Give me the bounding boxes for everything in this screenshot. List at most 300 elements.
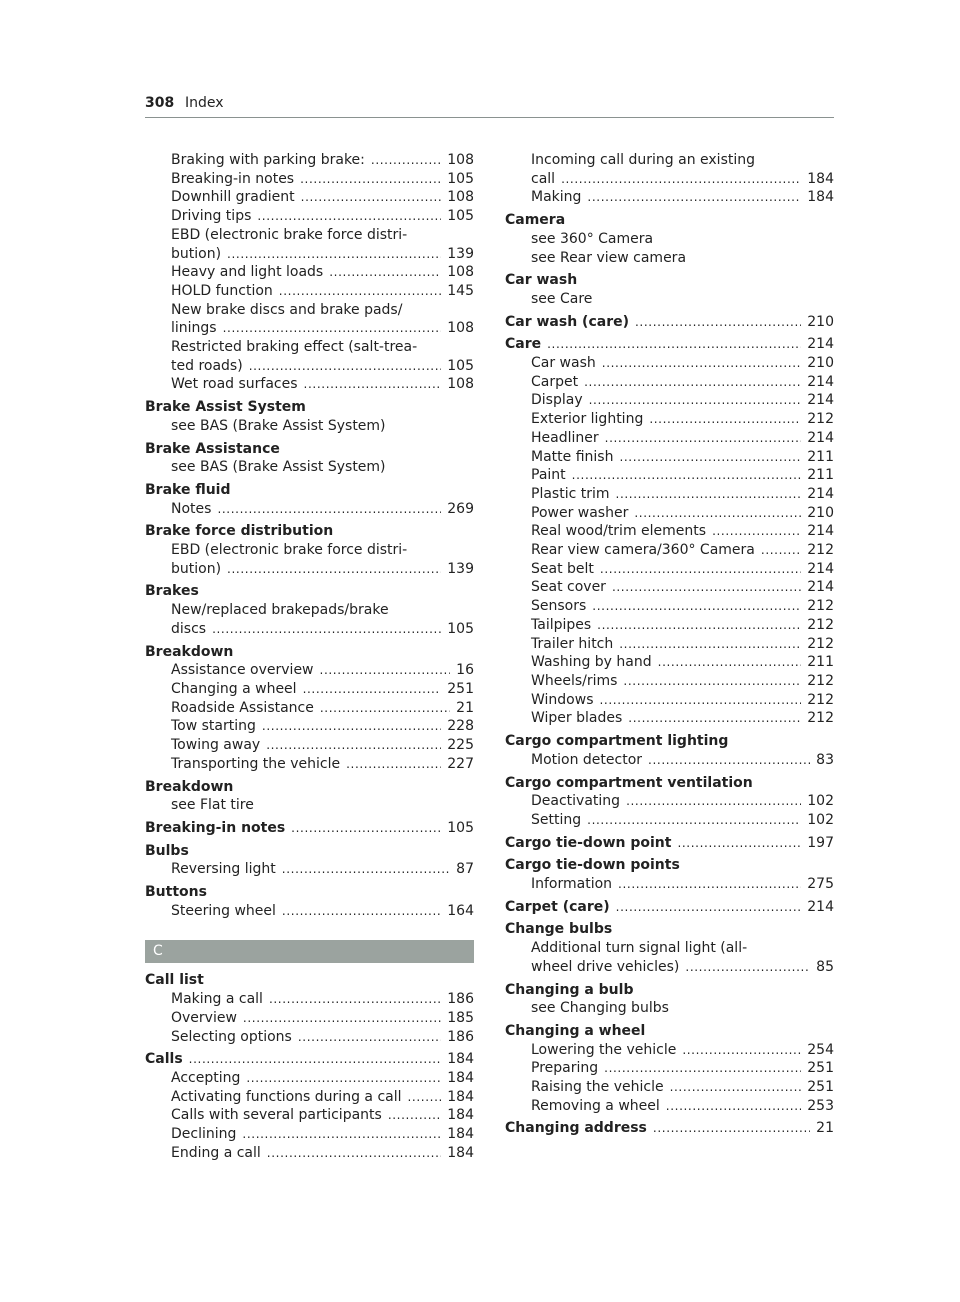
- dot-leader: [212, 620, 441, 639]
- dot-leader: [619, 635, 801, 654]
- dot-leader: [388, 1106, 441, 1125]
- index-subentry: [145, 560, 474, 579]
- page-reference: 214: [807, 373, 834, 390]
- page-reference: 105: [447, 208, 474, 225]
- entry-text: Breakdown: [145, 643, 234, 660]
- dot-leader: [291, 819, 441, 838]
- page-reference: 145: [447, 282, 474, 299]
- entry-text: Braking with parking brake:: [171, 152, 365, 168]
- dot-leader: [269, 990, 441, 1009]
- entry-text: Changing a wheel: [505, 1022, 646, 1039]
- index-column-left: [145, 151, 474, 1162]
- page-reference: 164: [447, 902, 474, 919]
- page-reference: 102: [807, 811, 834, 828]
- dot-leader: [597, 616, 801, 635]
- entry-text: New brake discs and brake pads/: [171, 301, 403, 318]
- entry-text: Restricted braking effect (salt-trea-: [171, 339, 418, 356]
- page-reference: 214: [807, 579, 834, 596]
- entry-text: Deactivating: [531, 793, 621, 810]
- index-subentry: [145, 263, 474, 282]
- index-subentry: [505, 578, 834, 597]
- dot-leader: [685, 958, 810, 977]
- index-subentry: [505, 1059, 834, 1078]
- dot-leader: [635, 313, 801, 332]
- dot-leader: [266, 736, 441, 755]
- index-subentry: [505, 691, 834, 710]
- page-reference: 210: [807, 313, 834, 330]
- entry-text: Cargo tie-down point: [505, 834, 672, 851]
- index-subentry: [505, 653, 834, 672]
- page-reference: 197: [807, 834, 834, 851]
- page-reference: 139: [447, 560, 474, 577]
- index-subentry: [145, 207, 474, 226]
- entry-text: Plastic trim: [531, 485, 610, 502]
- index-subentry: [145, 188, 474, 207]
- dot-leader: [682, 1041, 801, 1060]
- dot-leader: [666, 1097, 801, 1116]
- index-entry: [145, 819, 474, 838]
- index-subentry: [505, 1097, 834, 1116]
- dot-leader: [761, 541, 801, 560]
- entry-text: see Changing bulbs: [531, 1000, 669, 1017]
- entry-text: Rear view camera/360° Camera: [531, 542, 755, 559]
- index-subentry: [145, 500, 474, 519]
- index-entry: [505, 774, 834, 793]
- index-subentry: [505, 354, 834, 373]
- index-entry: [145, 883, 474, 902]
- index-column-right: [505, 151, 834, 1138]
- entry-text: Seat cover: [531, 579, 606, 596]
- entry-text: Headliner: [531, 429, 599, 446]
- entry-text: Washing by hand: [531, 654, 652, 671]
- page-reference: 102: [807, 793, 834, 810]
- page-reference: 214: [807, 336, 834, 353]
- entry-text: Making a call: [171, 991, 263, 1008]
- dot-leader: [600, 691, 802, 710]
- entry-text: bution): [171, 245, 222, 262]
- entry-text: Downhill gradient: [171, 189, 295, 206]
- dot-leader: [653, 1119, 810, 1138]
- dot-leader: [616, 898, 802, 917]
- index-entry: [505, 920, 834, 939]
- entry-text: Transporting the vehicle: [171, 755, 341, 772]
- entry-text: Call list: [145, 972, 204, 989]
- index-subentry: [145, 301, 474, 320]
- index-entry: [145, 778, 474, 797]
- dot-leader: [587, 811, 801, 830]
- entry-text: Notes: [171, 500, 212, 517]
- index-subentry: [145, 357, 474, 376]
- index-entry: [505, 211, 834, 230]
- page-reference: 212: [807, 672, 834, 689]
- page-reference: 214: [807, 392, 834, 409]
- entry-text: HOLD function: [171, 282, 273, 299]
- dot-leader: [592, 597, 801, 616]
- entry-text: see BAS (Brake Assist System): [171, 417, 386, 434]
- entry-text: Cargo compartment lighting: [505, 733, 729, 750]
- entry-text: Additional turn signal light (all-: [531, 940, 748, 957]
- entry-text: Breakdown: [145, 778, 234, 795]
- index-letter-heading: C: [145, 940, 474, 963]
- entry-text: Roadside Assistance: [171, 699, 314, 716]
- dot-leader: [346, 755, 441, 774]
- page-reference: 21: [816, 1120, 834, 1137]
- page-reference: 184: [447, 1126, 474, 1143]
- index-subentry: [505, 709, 834, 728]
- dot-leader: [670, 1078, 802, 1097]
- entry-text: see BAS (Brake Assist System): [171, 459, 386, 476]
- entry-text: see Flat tire: [171, 797, 254, 814]
- page-reference: 85: [816, 958, 834, 975]
- page-reference: 212: [807, 635, 834, 652]
- entry-text: wheel drive vehicles): [531, 958, 680, 975]
- entry-text: Wiper blades: [531, 710, 623, 727]
- entry-text: discs: [171, 620, 207, 637]
- entry-text: see Care: [531, 290, 593, 307]
- index-subentry: [505, 290, 834, 309]
- entry-text: Tow starting: [171, 718, 256, 735]
- index-subentry: [145, 375, 474, 394]
- page-reference: 184: [447, 1069, 474, 1086]
- index-entry: [505, 335, 834, 354]
- entry-text: linings: [171, 320, 217, 337]
- dot-leader: [217, 500, 441, 519]
- page-reference: 105: [447, 620, 474, 637]
- index-subentry: [505, 448, 834, 467]
- entry-text: Changing address: [505, 1120, 647, 1137]
- index-subentry: [145, 860, 474, 879]
- entry-text: ted roads): [171, 357, 243, 374]
- index-subentry: [145, 319, 474, 338]
- dot-leader: [303, 680, 442, 699]
- page-reference: 228: [447, 718, 474, 735]
- index-subentry: [505, 560, 834, 579]
- page-reference: 214: [807, 523, 834, 540]
- index-subentry: [505, 541, 834, 560]
- entry-text: Buttons: [145, 884, 207, 901]
- index-subentry: [145, 1088, 474, 1107]
- entry-text: Driving tips: [171, 208, 252, 225]
- page-title: Index: [185, 95, 224, 111]
- index-subentry: [145, 620, 474, 639]
- entry-text: Sensors: [531, 598, 587, 615]
- dot-leader: [304, 375, 442, 394]
- entry-text: Care: [505, 336, 542, 353]
- page-reference: 83: [816, 751, 834, 768]
- page-reference: 225: [447, 737, 474, 754]
- dot-leader: [329, 263, 441, 282]
- page-reference: 212: [807, 710, 834, 727]
- entry-text: New/replaced brakepads/brake: [171, 602, 389, 619]
- entry-text: Breaking-in notes: [145, 819, 286, 836]
- page-reference: 87: [456, 861, 474, 878]
- index-entry: [145, 522, 474, 541]
- entry-text: Trailer hitch: [531, 635, 614, 652]
- page-reference: 108: [447, 189, 474, 206]
- dot-leader: [604, 1059, 801, 1078]
- page-reference: 184: [447, 1051, 474, 1068]
- entry-text: call: [531, 170, 556, 187]
- page-reference: 21: [456, 699, 474, 716]
- entry-text: Bulbs: [145, 842, 189, 859]
- entry-text: Car wash: [531, 355, 596, 372]
- index-entry: [145, 440, 474, 459]
- index-subentry: [505, 616, 834, 635]
- page-reference: 139: [447, 245, 474, 262]
- page-reference: 214: [807, 485, 834, 502]
- index-subentry: [505, 999, 834, 1018]
- entry-text: Accepting: [171, 1069, 241, 1086]
- index-subentry: [505, 485, 834, 504]
- index-subentry: [145, 796, 474, 815]
- dot-leader: [572, 466, 802, 485]
- dot-leader: [623, 672, 801, 691]
- entry-text: bution): [171, 560, 222, 577]
- entry-text: Towing away: [171, 737, 261, 754]
- page-reference: 227: [447, 755, 474, 772]
- dot-leader: [584, 373, 801, 392]
- index-subentry: [505, 875, 834, 894]
- entry-text: Real wood/trim elements: [531, 523, 707, 540]
- index-subentry: [505, 672, 834, 691]
- index-entry: [145, 398, 474, 417]
- page-reference: 108: [447, 264, 474, 281]
- entry-text: Wheels/rims: [531, 672, 618, 689]
- index-subentry: [145, 226, 474, 245]
- page-reference: 269: [447, 500, 474, 517]
- entry-text: Brake Assist System: [145, 399, 306, 416]
- index-subentry: [505, 391, 834, 410]
- entry-text: Changing a bulb: [505, 981, 634, 998]
- index-subentry: [145, 170, 474, 189]
- index-entry: [505, 313, 834, 332]
- entry-text: Brake force distribution: [145, 523, 334, 540]
- dot-leader: [249, 357, 442, 376]
- entry-text: Matte finish: [531, 448, 614, 465]
- dot-leader: [262, 717, 441, 736]
- dot-leader: [619, 448, 801, 467]
- dot-leader: [243, 1009, 441, 1028]
- entry-text: Cargo compartment ventilation: [505, 774, 753, 791]
- dot-leader: [658, 653, 802, 672]
- index-entry: [145, 643, 474, 662]
- index-subentry: [505, 958, 834, 977]
- page-reference: 108: [447, 320, 474, 337]
- dot-leader: [648, 751, 810, 770]
- dot-leader: [600, 560, 801, 579]
- dot-leader: [246, 1069, 441, 1088]
- dot-leader: [612, 578, 801, 597]
- entry-text: Information: [531, 876, 613, 893]
- dot-leader: [677, 834, 801, 853]
- index-subentry: [505, 1041, 834, 1060]
- page-reference: 184: [447, 1107, 474, 1124]
- index-subentry: [145, 736, 474, 755]
- entry-text: Car wash (care): [505, 313, 629, 330]
- index-entry: [505, 1022, 834, 1041]
- entry-text: Breaking-in notes: [171, 170, 295, 187]
- index-subentry: [145, 458, 474, 477]
- page-reference: 211: [807, 467, 834, 484]
- page-reference: 212: [807, 691, 834, 708]
- entry-text: Display: [531, 392, 583, 409]
- index-subentry: [505, 466, 834, 485]
- index-subentry: [145, 1028, 474, 1047]
- entry-text: Lowering the vehicle: [531, 1041, 677, 1058]
- page-number: 308: [145, 95, 175, 111]
- entry-text: Changing a wheel: [171, 680, 297, 697]
- entry-text: Exterior lighting: [531, 411, 644, 428]
- index-subentry: [145, 902, 474, 921]
- index-entry: [505, 898, 834, 917]
- index-subentry: [145, 680, 474, 699]
- dot-leader: [282, 860, 450, 879]
- page-reference: 186: [447, 1028, 474, 1045]
- page-reference: 184: [447, 1088, 474, 1105]
- page-reference: 210: [807, 355, 834, 372]
- index-entry: [145, 481, 474, 500]
- index-subentry: [145, 601, 474, 620]
- page-reference: 211: [807, 654, 834, 671]
- index-subentry: [505, 230, 834, 249]
- entry-text: Brake fluid: [145, 481, 231, 498]
- page-reference: 184: [447, 1144, 474, 1161]
- dot-leader: [227, 560, 441, 579]
- entry-text: Setting: [531, 811, 582, 828]
- dot-leader: [547, 335, 801, 354]
- entry-text: Windows: [531, 691, 594, 708]
- page-reference: 212: [807, 542, 834, 559]
- page-reference: 251: [447, 680, 474, 697]
- index-entry: [145, 842, 474, 861]
- entry-text: EBD (electronic brake force distri-: [171, 226, 408, 243]
- page-reference: 184: [807, 170, 834, 187]
- page-reference: 184: [807, 189, 834, 206]
- entry-text: Carpet (care): [505, 898, 610, 915]
- entry-text: Tailpipes: [531, 616, 592, 633]
- index-entry: [145, 1050, 474, 1069]
- entry-text: Calls with several participants: [171, 1107, 382, 1124]
- index-subentry: [145, 1125, 474, 1144]
- entry-text: Motion detector: [531, 751, 643, 768]
- page-reference: 210: [807, 504, 834, 521]
- page-reference: 214: [807, 560, 834, 577]
- dot-leader: [408, 1088, 442, 1107]
- dot-leader: [267, 1144, 441, 1163]
- index-subentry: [145, 699, 474, 718]
- page-reference: 105: [447, 357, 474, 374]
- entry-text: see Rear view camera: [531, 249, 687, 266]
- dot-leader: [298, 1028, 441, 1047]
- dot-leader: [618, 875, 801, 894]
- entry-text: Car wash: [505, 272, 578, 289]
- index-subentry: [505, 597, 834, 616]
- index-subentry: [145, 338, 474, 357]
- entry-text: Carpet: [531, 373, 579, 390]
- page-reference: 108: [447, 376, 474, 393]
- index-subentry: [505, 792, 834, 811]
- dot-leader: [616, 485, 802, 504]
- index-subentry: [505, 635, 834, 654]
- entry-text: see 360° Camera: [531, 230, 654, 247]
- dot-leader: [300, 170, 441, 189]
- index-subentry: [505, 410, 834, 429]
- page-reference: 214: [807, 898, 834, 915]
- entry-text: Reversing light: [171, 861, 276, 878]
- entry-text: Activating functions during a call: [171, 1088, 402, 1105]
- page-reference: 214: [807, 429, 834, 446]
- page-reference: 105: [447, 819, 474, 836]
- page-reference: 212: [807, 411, 834, 428]
- entry-text: Removing a wheel: [531, 1097, 660, 1114]
- dot-leader: [320, 661, 451, 680]
- index-subentry: [505, 151, 834, 170]
- index-entry: [505, 856, 834, 875]
- index-subentry: [145, 151, 474, 170]
- index-subentry: [505, 249, 834, 268]
- index-subentry: [145, 755, 474, 774]
- page-reference: 105: [447, 170, 474, 187]
- entry-text: Brake Assistance: [145, 440, 280, 457]
- dot-leader: [626, 792, 801, 811]
- entry-text: Overview: [171, 1009, 237, 1026]
- entry-text: Camera: [505, 212, 566, 229]
- entry-text: Brakes: [145, 583, 199, 600]
- index-subentry: [505, 939, 834, 958]
- entry-text: Incoming call during an existing: [531, 152, 755, 168]
- entry-text: Calls: [145, 1051, 183, 1068]
- entry-text: Change bulbs: [505, 921, 613, 938]
- dot-leader: [320, 699, 450, 718]
- dot-leader: [605, 429, 802, 448]
- dot-leader: [371, 151, 441, 170]
- entry-text: Cargo tie-down points: [505, 857, 680, 874]
- index-subentry: [145, 1106, 474, 1125]
- index-subentry: [145, 245, 474, 264]
- page-reference: 253: [807, 1097, 834, 1114]
- index-subentry: [505, 170, 834, 189]
- page-reference: 275: [807, 876, 834, 893]
- page-reference: 211: [807, 448, 834, 465]
- entry-text: Wet road surfaces: [171, 376, 298, 393]
- page-reference: 254: [807, 1041, 834, 1058]
- dot-leader: [589, 391, 802, 410]
- index-subentry: [505, 429, 834, 448]
- dot-leader: [279, 282, 441, 301]
- dot-leader: [712, 522, 801, 541]
- index-subentry: [145, 417, 474, 436]
- page-reference: 16: [456, 662, 474, 679]
- dot-leader: [649, 410, 801, 429]
- entry-text: Assistance overview: [171, 662, 314, 679]
- dot-leader: [242, 1125, 441, 1144]
- index-subentry: [145, 1069, 474, 1088]
- page-reference: 185: [447, 1009, 474, 1026]
- index-subentry: [145, 661, 474, 680]
- index-subentry: [145, 1009, 474, 1028]
- entry-text: EBD (electronic brake force distri-: [171, 542, 408, 559]
- index-subentry: [145, 541, 474, 560]
- index-subentry: [145, 282, 474, 301]
- index-subentry: [505, 751, 834, 770]
- index-entry: [145, 971, 474, 990]
- index-entry: [505, 271, 834, 290]
- page-reference: 108: [447, 152, 474, 168]
- dot-leader: [223, 319, 442, 338]
- entry-text: Preparing: [531, 1060, 599, 1077]
- entry-text: Seat belt: [531, 560, 594, 577]
- entry-text: Raising the vehicle: [531, 1079, 664, 1096]
